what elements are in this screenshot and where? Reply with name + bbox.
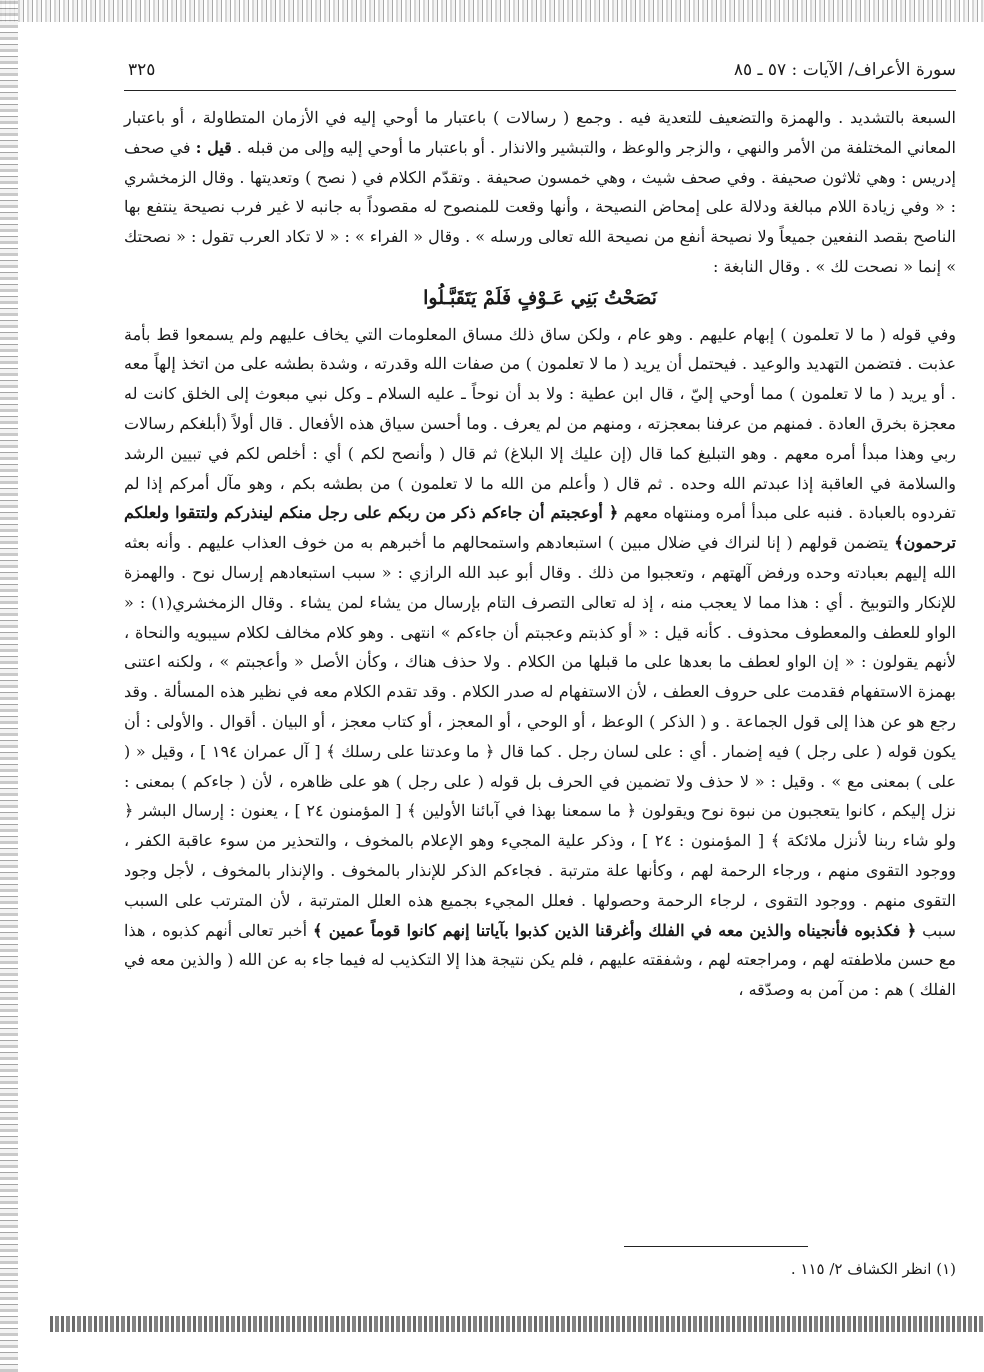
page-number: ٣٢٥: [128, 60, 156, 80]
text-run: وفي قوله ( ما لا تعلمون ) إبهام عليهم . وهو عام ، ولكن ساق ذلك مساق المعلومات التي يخاف عليهم ولم يسمعوا قط بأمة عذبت . فتضمن التهديد والوعيد . فيحتمل أن يريد ( ما لا تعلمون ) من صفات الله وقدرته ، وشدة بطشه على من اتخذ إلهاً معه . أو يريد ( ما لا تعلمون ) مما أوحي إليّ ، قال ابن عطية : ولا بد أن نوحاً ـ عليه السلام ـ وكل نبي مبعوث إلى الخلق كانت له معجزة بخرق العادة . فمنهم من عرفنا بمعجزته ، ومنهم من لم يعرف . وما أحسن سياق هذه الأفعال . قال أولاً (أبلغكم رسالات ربي وهذا مبدأ أمره معهم . وهو التبليغ كما قال (إن عليك إلا البلاغ) ثم قال ( وأنصح لكم ) أي : أخلص لكم في تبيين الرشد والسلامة في العاقبة إذا عبدتم الله وحده . ثم قال ( وأعلم من الله ما لا تعلمون ) من بطشه بكم ، وهو مآل أمركم إذا لم تفردوه بالعبادة . فنبه على مبدأ أمره ومنتهاه معهم: [124, 324, 957, 523]
text-run: السبعة بالتشديد . والهمزة والتضعيف للتعدية فيه . وجمع ( رسالات ) باعتبار ما أوحي إليه في الأزمان المتطاولة ، أو باعتبار المعاني المختلفة من الأمر والنهي ، والزجر والوعظ ، والتبشير والانذار . أو باعتبار ما أوحي إليه وإلى من قبله .: [124, 108, 957, 157]
paragraph-2: [124, 320, 956, 1005]
text-run: أخبر تعالى أنهم كذبوه ، هذا مع حسن ملاطفته لهم ، ومراجعته لهم ، وشفقته عليهم ، فلم يكن نتيجة هذا إلا التكذيب له فيما جاء به عن الله ( والذين معه في الفلك ) هم : من آمن به وصدّقه ،: [124, 920, 956, 1000]
footnote: (١) انظر الكشاف ٢/ ١١٥ .: [790, 1260, 956, 1278]
scan-border-left: [0, 0, 18, 1372]
page-body: [124, 103, 956, 1005]
scan-border-bottom: [50, 1316, 984, 1332]
running-title: سورة الأعراف/ الآيات : ٥٧ ـ ٨٥: [733, 60, 956, 80]
text-run: يتضمن قولهم ( إنا لنراك في ضلال مبين ) استبعادهم واستمحالهم ما أخبرهم به من خوف العذاب عليهم . وأنه بعثه الله إليهم بعبادته وحده ورفض آلهتهم ، وتعجبوا من ذلك . وقال أبو عبد الله الرازي : « سبب استبعادهم إرسال نوح . والهمزة للإنكار والتوبيخ . أي : هذا مما لا يعجب منه ، إذ له تعالى التصرف التام بإرسال من يشاء لمن يشاء . وقال الزمخشري(١) : « الواو للعطف والمعطوف محذوف . كأنه قيل : « أو كذبتم وعجبتم أن جاءكم » انتهى . وهو كلام مخالف لكلام سيبويه والنحاة ، لأنهم يقولون : « إن الواو لعطف ما بعدها على ما قبلها من الكلام . ولا حذف هناك ، وكأن الأصل « وأعجبتم » ، ولكنه اعتنى بهمزة الاستفهام فقدمت على حروف العطف ، لأن الاستفهام له صدر الكلام . وقد تقدم الكلام معه في نظير هذه المسألة . وقد رجع هو عن هذا إلى قول الجماعة . و ( الذكر ) الوعظ ، أو الوحي ، أو المعجز ، أو كتاب معجز ، أو البيان . أقوال . والأولى : أن يكون قوله ( على رجل ) فيه إضمار . أي : على لسان رجل . كما قال ﴿ ما وعدتنا على رسلك ﴾ [ آل عمران ١٩٤ ] ، وقيل « ( على ) بمعنى مع » . وقيل : « لا حذف ولا تضمين في الحرف بل قوله ( على رجل ) هو على ظاهره ، لأن ( جاءكم ) بمعنى : نزل إليكم ، كانوا يتعجبون من نبوة نوح ويقولون ﴿ ما سمعنا بهذا في آبائنا الأولين ﴾ [ المؤمنون ٢٤ ] ، يعنون : إرسال البشر ﴿ ولو شاء ربنا لأنزل ملائكة ﴾ [ المؤمنون : ٢٤ ] ، وذكر علية المجيء وهو الإعلام بالمخوف ، والتحذير من سوء عاقبة الكفر ، ووجود التقوى منهم ، ورجاء الرحمة لهم ، وكأنها علة مترتبة . فجاءكم الذكر للإنذار بالمخوف . والإنذار بالمخوف ، لأجل وجود التقوى منهم . ووجود التقوى ، لرجاء الرحمة وحصولها . فعلل المجيء بجميع هذه العلل المترتبة ، لأن المترتب على السبب سبب: [124, 533, 957, 940]
paragraph-1: [124, 103, 956, 282]
footnote-divider: [624, 1246, 808, 1247]
text-run: في صحف إدريس : وهي ثلاثون صحيفة . وفي صحف شيث ، وهي خمسون صحيفة . وتقدّم الكلام في ( نصح ) وتعديتها . وقال الزمخشري : « وفي زيادة اللام مبالغة ودلالة على إمحاض النصيحة ، وأنها وقعت للمنصوح له مقصوداً به جانبه لا غير فرب نصيحة ينتفع بها الناصح بقصد النفعين جميعاً ولا نصيحة أنفع من نصيحة الله تعالى ورسله » . وقال « الفراء » : « لا تكاد العرب تقول : « نصحتك » إنما « نصحت لك » . وقال النابغة :: [124, 137, 957, 276]
bold-text-run: قيل :: [195, 137, 232, 157]
poetry-verse: نَصَحْتُ بَنِي عَـوْفٍ فَلَمْ يَتَقَبَّـلُوا: [423, 286, 657, 309]
bold-text-run: ﴿ فكذبوه فأنجيناه والذين معه في الفلك وأغرقنا الذين كذبوا بآياتنا إنهم كانوا قوماً عمين ﴾: [312, 920, 917, 940]
page-header: [124, 56, 956, 91]
bold-text-run: ﴿ أوعجبتم أن جاءكم ذكر من ربكم على رجل منكم لينذركم ولتتقوا ولعلكم ترحمون﴾: [124, 503, 956, 553]
scan-border-top: [0, 0, 984, 22]
book-page: [124, 56, 956, 1316]
